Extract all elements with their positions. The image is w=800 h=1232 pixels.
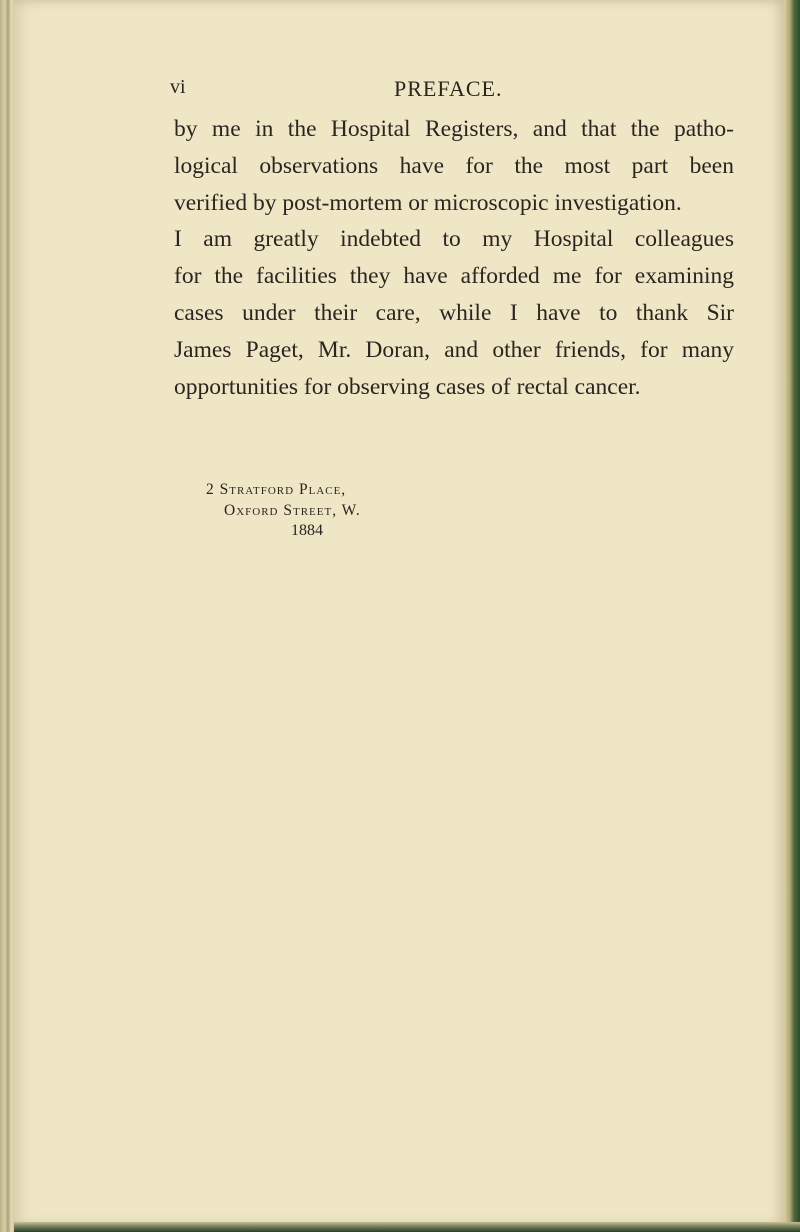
address-line-2: Oxford Street, W. [224,501,361,519]
running-head: PREFACE. [394,76,503,101]
text-line: cases under their care, while I have to thank Sir [174,299,734,326]
text-line: James Paget, Mr. Doran, and other friends, for many [174,336,734,363]
text-line: opportunities for observing cases of rectal cancer. [174,373,641,400]
body-paragraphs [174,111,734,405]
text-line: for the facilities they have afforded me for examining [174,263,734,290]
text-line: by me in the Hospital Registers, and that the patho- [174,116,734,142]
address-line-1: 2 Stratford Place, [206,481,347,498]
book-bottom-edge [14,1222,800,1232]
signature-address [206,480,361,542]
text-line: verified by post-mortem or microscopic investigation. [174,189,682,216]
book-right-edge [784,0,800,1232]
page-header [170,76,730,102]
text-line: logical observations have for the most part been [174,152,734,179]
page-number: vi [170,76,186,98]
text-line: I am greatly indebted to my Hospital colleagues [174,226,734,253]
address-year: 1884 [291,522,323,539]
